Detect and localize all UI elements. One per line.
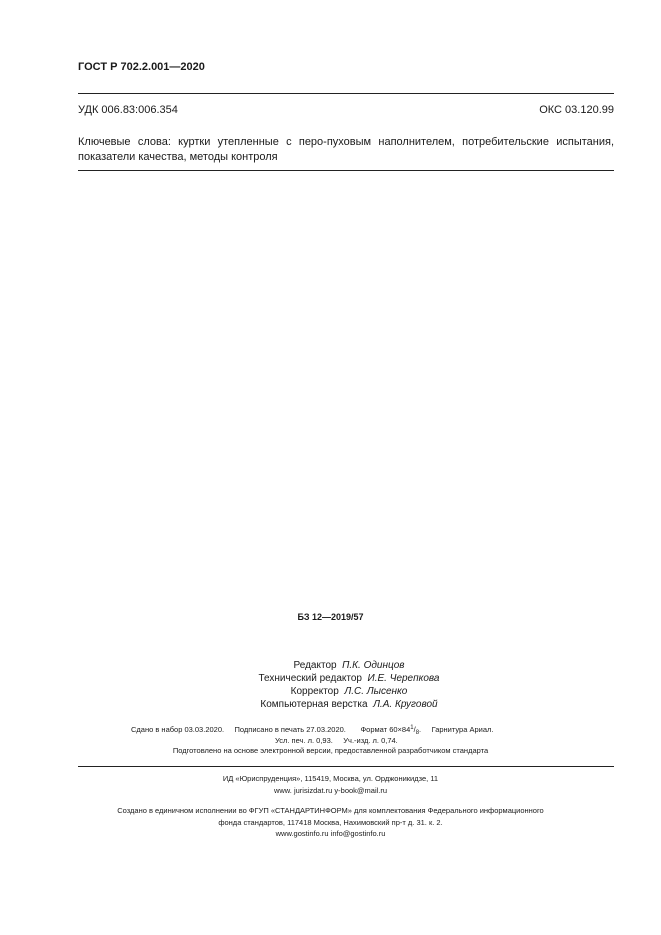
header-divider [78,93,614,94]
font-info: Гарнитура Ариал. [431,725,494,734]
oks-code: ОКС 03.120.99 [539,104,614,116]
publisher-contacts: www. jurisizdat.ru y-book@mail.ru [273,786,388,795]
keywords-divider [78,170,614,171]
credit-name: Л.А. Круговой [373,699,438,710]
credit-role: Технический редактор [258,673,362,684]
credit-role: Редактор [293,660,337,671]
publisher-divider [78,766,614,767]
document-number: ГОСТ Р 702.2.001—2020 [78,61,205,73]
credit-editor [0,659,661,672]
credit-tech-editor [0,672,661,685]
credit-role: Компьютерная верстка [260,699,368,710]
credit-name: П.К. Одинцов [342,660,405,671]
signed-date: Подписано в печать 27.03.2020. [234,725,346,734]
keywords-paragraph: Ключевые слова: куртки утепленные с перо-пуховым наполнителем, потребительские испытания, показатели качества, методы контроля [78,136,614,163]
fund-line1: Создано в единичном исполнении во ФГУП «СТАНДАРТИНФОРМ» для комплектования Федерального информационного [117,806,544,815]
credits-block [0,659,661,711]
credit-corrector [0,685,661,698]
prepared-note: Подготовлено на основе электронной версии, предоставленной разработчиком стандарта [172,746,489,755]
credit-layout [0,698,661,711]
format-numerator: 1 [410,725,414,731]
format-denominator: 8 [415,730,420,736]
sent-date: Сдано в набор 03.03.2020. [131,725,225,734]
print-info-line2 [275,736,398,745]
credit-name: И.Е. Черепкова [367,673,440,684]
format-label: Формат 60×84 [360,725,411,734]
publisher-address: ИД «Юриспруденция», 115419, Москва, ул. Орджоникидзе, 11 [222,774,439,783]
print-sheets: Усл. печ. л. 0,93. [275,736,333,745]
print-info-line1: Сдано в набор 03.03.2020. Подписано в печать 27.03.2020. Формат $60\times 84^1/_8$. Гарнитура Ариал. [131,725,494,736]
credit-name: Л.С. Лысенко [344,686,408,697]
bz-code: БЗ 12—2019/57 [297,612,364,622]
fund-contacts: www.gostinfo.ru info@gostinfo.ru [275,829,386,838]
publishing-sheets: Уч.-изд. л. 0,74. [343,736,398,745]
credit-role: Корректор [290,686,339,697]
fund-line2: фонда стандартов, 117418 Москва, Нахимовский пр-т д. 31. к. 2. [218,818,443,827]
udk-code: УДК 006.83:006.354 [78,104,178,116]
